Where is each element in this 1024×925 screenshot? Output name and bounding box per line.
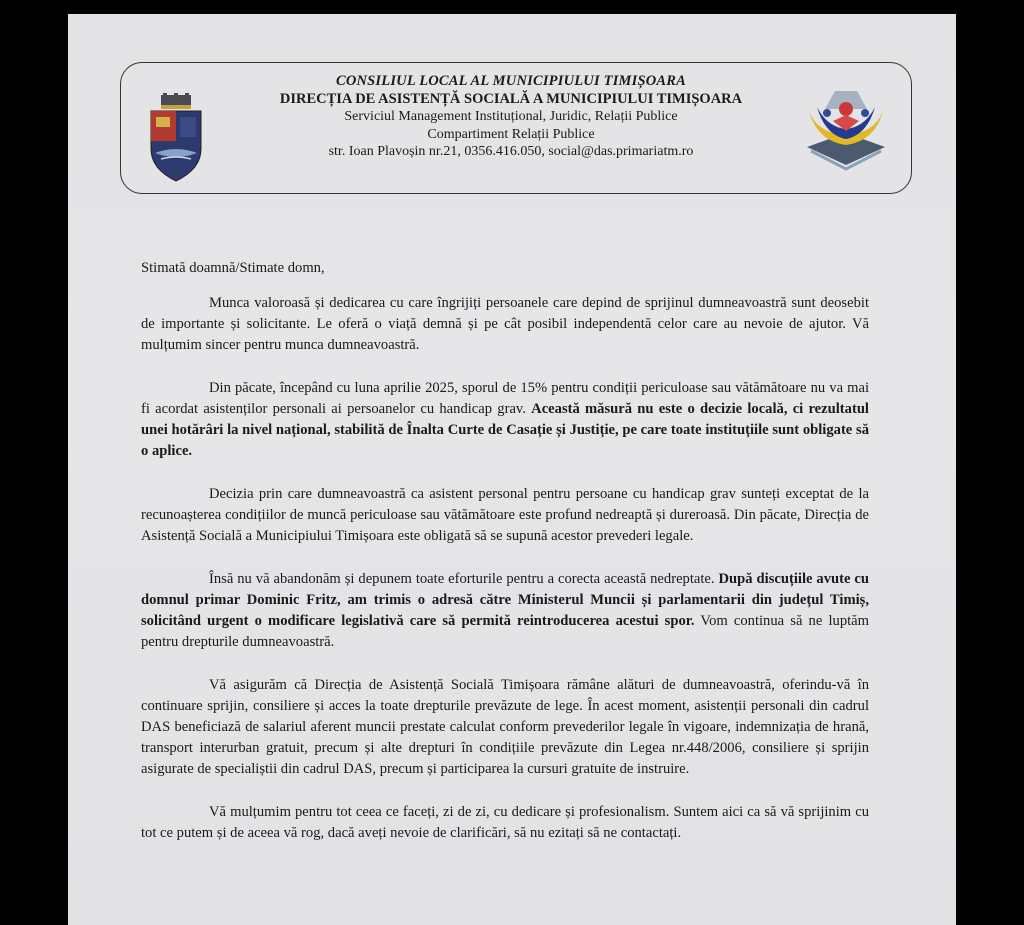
letter-body [141, 258, 869, 866]
service-name: Serviciul Management Instituțional, Juridic, Relații Publice [344, 109, 678, 124]
paragraph-2-text: Din păcate, începând cu luna aprilie 2025, sporul de 15% pentru condiții periculoase sau vătămătoare nu va mai fi acordat asistenților personali ai persoanelor cu handicap grav. [141, 380, 869, 417]
letterhead-text [241, 73, 781, 161]
paragraph-3: Decizia prin care dumneavoastră ca asistent personal pentru persoane cu handicap grav sunteți exceptat de la recunoașterea condițiilor de muncă periculoase sau vătămătoare este profund nedreaptă și dureroasă. Din păcate, Direcția de Asistență Socială a Municipiului Timișoara este obligată să se supună acestor prevederi legale. [141, 486, 869, 544]
council-name: CONSILIUL LOCAL AL MUNICIPIULUI TIMIȘOARA [335, 73, 687, 89]
contact-address: str. Ioan Plavoșin nr.21, 0356.416.050, social@das.primariatm.ro [328, 144, 694, 159]
paragraph-2 [141, 378, 869, 462]
letterhead [120, 62, 912, 194]
das-logo-icon [797, 85, 895, 171]
paragraph-2-bold: Această măsură nu este o decizie locală, ci rezultatul unei hotărâri la nivel național, stabilită de Înalta Curte de Casație și Justiție, pe care toate instituțiile sunt obligate să o aplice. [141, 401, 869, 459]
paragraph-4 [141, 569, 869, 653]
paragraph-4-bold: După discuțiile avute cu domnul primar Dominic Fritz, am trimis o adresă către Ministerul Muncii și parlamentarii din județul Timiș, solicitând urgent o modificare legislativă care să permită reintroducerea acestui spor. [141, 571, 869, 629]
paragraph-4-end: Vom continua să ne luptăm pentru drepturile dumneavoastră. [141, 613, 869, 650]
paragraph-1: Munca valoroasă și dedicarea cu care îngrijiți persoanele care depind de sprijinul dumneavoastră sunt deosebit de importante și solicitante. Le oferă o viață demnă și pe cât posibil independentă celor care au nevoie de ajutor. Vă mulțumim sincer pentru munca dumneavoastră. [141, 295, 869, 353]
paragraph-4-text: Însă nu vă abandonăm și depunem toate eforturile pentru a corecta această nedreptate. [209, 571, 719, 587]
paragraph-5: Vă asigurăm că Direcția de Asistență Socială Timișoara rămâne alături de dumneavoastră, oferindu-vă în continuare sprijin, consiliere și acces la toate drepturile prevăzute de lege. În acest moment, asistenții personali din cadrul DAS beneficiază de salariul aferent muncii prestate calculat conform prevederilor legale în vigoare, indemnizația de hrană, transport interurban gratuit, precum și alte drepturi în condițiile prevăzute din Legea nr.448/2006, consiliere și sprijin asigurate de specialiștii din cadrul DAS, precum și participarea la cursuri gratuite de instruire. [141, 677, 869, 777]
directorate-name: DIRECȚIA DE ASISTENȚĂ SOCIALĂ A MUNICIPIULUI TIMIȘOARA [279, 90, 743, 107]
greeting: Stimată doamnă/Stimate domn, [141, 260, 325, 276]
letter-page [68, 14, 956, 925]
paragraph-6: Vă mulțumim pentru tot ceea ce faceți, zi de zi, cu dedicare și profesionalism. Suntem aici ca să vă sprijinim cu tot ce putem și de aceea vă rog, dacă aveți nevoie de clarificări, să nu ezitați să ne contactați. [141, 804, 869, 841]
department-name: Compartiment Relații Publice [427, 126, 595, 142]
timisoara-coat-of-arms-icon [147, 93, 205, 183]
